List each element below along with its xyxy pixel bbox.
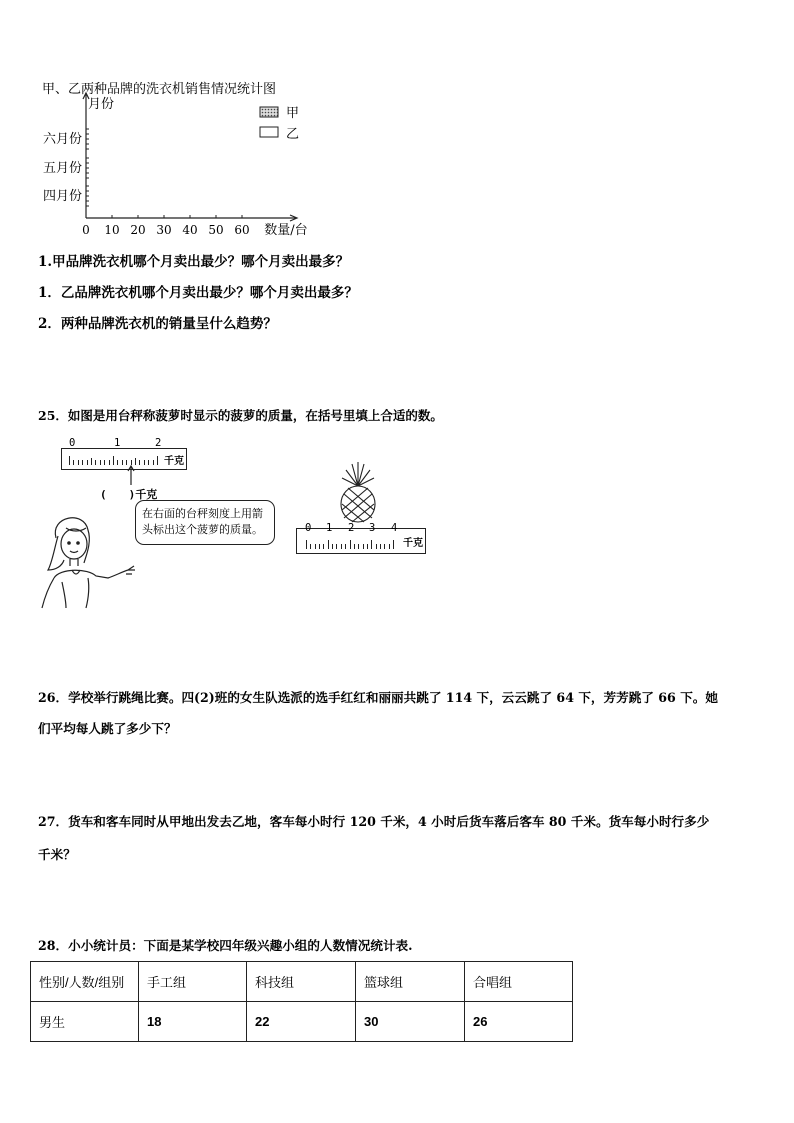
table-cell: 26 [465,1002,573,1042]
scale-tick [376,544,377,549]
chart-title: 甲、乙两种品牌的洗衣机销售情况统计图 [42,82,277,97]
bar-chart [30,72,330,242]
scale-tick [87,460,88,465]
scale-tick [78,460,79,465]
scale-tick [306,540,307,549]
scale-tick [393,540,394,549]
table-row [31,1002,573,1042]
scale-tick [117,460,118,465]
scale-tick [350,540,351,549]
pointer-arrow-icon [126,465,136,487]
scale-tick [345,544,346,549]
table-header-cell: 篮球组 [356,962,465,1002]
scale-tick [104,460,105,465]
scale-tick [153,460,154,465]
scale-tick [310,544,311,549]
scale-tick [336,544,337,549]
table-header-row [31,962,573,1002]
legend-swatch-jia [260,107,278,117]
question-28: 28．小小统计员：下面是某学校四年级兴趣小组的人数情况统计表. [38,938,413,953]
x-tick-label: 60 [234,223,250,237]
scale-tick [354,544,355,549]
table-cell: 18 [139,1002,247,1042]
x-tick-label: 20 [130,223,146,237]
pineapple-icon [332,460,384,524]
question-27-line2: 千米？ [38,847,76,862]
x-tick-label: 10 [104,223,120,237]
scale-left-unit: 千克 [164,456,184,467]
scale-tick [109,460,110,465]
scale-tick [384,544,385,549]
scale-right-label-2: 2 [348,522,355,534]
scale-tick [135,458,136,465]
scale-tick [323,544,324,549]
scale-right-unit: 千克 [403,538,423,549]
scale-tick [341,544,342,549]
scale-tick [69,456,70,465]
scale-tick [319,544,320,549]
scale-tick [363,544,364,549]
answer-blank: ( )千克 [100,488,158,501]
question-27-line1: 27．货车和客车同时从甲地出发去乙地，客车每小时行 120 千米，4 小时后货车落后客车 80 千米。货车每小时行多少 [38,814,710,829]
question-25: 25．如图是用台秤称菠萝时显示的菠萝的质量，在括号里填上合适的数。 [38,408,443,423]
speech-bubble [135,500,275,545]
x-axis-label: 数量/台 [264,223,308,238]
question-26-line2: 们平均每人跳了多少下？ [38,721,177,736]
scale-left-label-0: 0 [69,437,76,449]
scale-tick [380,544,381,549]
table-header-cell: 手工组 [139,962,247,1002]
category-label: 五月份 [42,161,82,176]
table-cell: 30 [356,1002,465,1042]
scale-left-label-1: 1 [114,437,121,449]
scale-tick [100,460,101,465]
scale-tick [113,456,114,465]
question-chart-1: 1.甲品牌洗衣机哪个月卖出最少？哪个月卖出最多？ [38,254,350,270]
interest-group-table [30,961,573,1042]
scale-right-label-0: 0 [305,522,312,534]
scale-right-label-3: 3 [369,522,376,534]
table-header-cell: 合唱组 [465,962,573,1002]
question-26-line1: 26．学校举行跳绳比赛。四(2)班的女生队选派的选手红红和丽丽共跳了 114 下，云云跳了 64 下，芳芳跳了 66 下。她 [38,690,718,705]
category-label: 六月份 [42,132,82,147]
scale-tick [148,460,149,465]
scale-tick [371,540,372,549]
scale-tick [315,544,316,549]
scale-tick [358,544,359,549]
scale-tick [82,460,83,465]
scale-left [61,448,187,470]
scale-tick [389,544,390,549]
x-tick-label: 40 [182,223,198,237]
scale-right [296,528,426,554]
scale-tick [95,460,96,465]
scale-tick [91,458,92,465]
legend-label-jia: 甲 [286,106,300,121]
table-header-cell: 性别/人数/组别 [31,962,139,1002]
scale-tick [332,544,333,549]
table-cell: 男生 [31,1002,139,1042]
scale-right-label-1: 1 [326,522,333,534]
scale-right-label-4: 4 [391,522,398,534]
question-chart-3: 2．两种品牌洗衣机的销量呈什么趋势？ [38,316,277,332]
table-header-cell: 科技组 [247,962,356,1002]
scale-tick [122,460,123,465]
legend-swatch-yi [260,127,278,137]
bubble-text: 在右面的台秤刻度上用箭头标出这个菠萝的质量。 [142,507,263,536]
x-tick-label: 30 [156,223,172,237]
scale-tick [157,456,158,465]
category-label: 四月份 [42,189,82,204]
scale-tick [139,460,140,465]
x-tick-label: 50 [208,223,224,237]
x-tick-label: 0 [82,223,90,237]
scale-left-label-2: 2 [155,437,162,449]
scale-tick [73,460,74,465]
scale-tick [328,540,329,549]
girl-illustration [36,508,138,610]
y-axis-label: 月份 [88,97,115,112]
legend-label-yi: 乙 [286,127,300,142]
scale-tick [144,460,145,465]
question-chart-2: 1．乙品牌洗衣机哪个月卖出最少？哪个月卖出最多？ [38,285,358,301]
table-cell: 22 [247,1002,356,1042]
scale-tick [367,544,368,549]
